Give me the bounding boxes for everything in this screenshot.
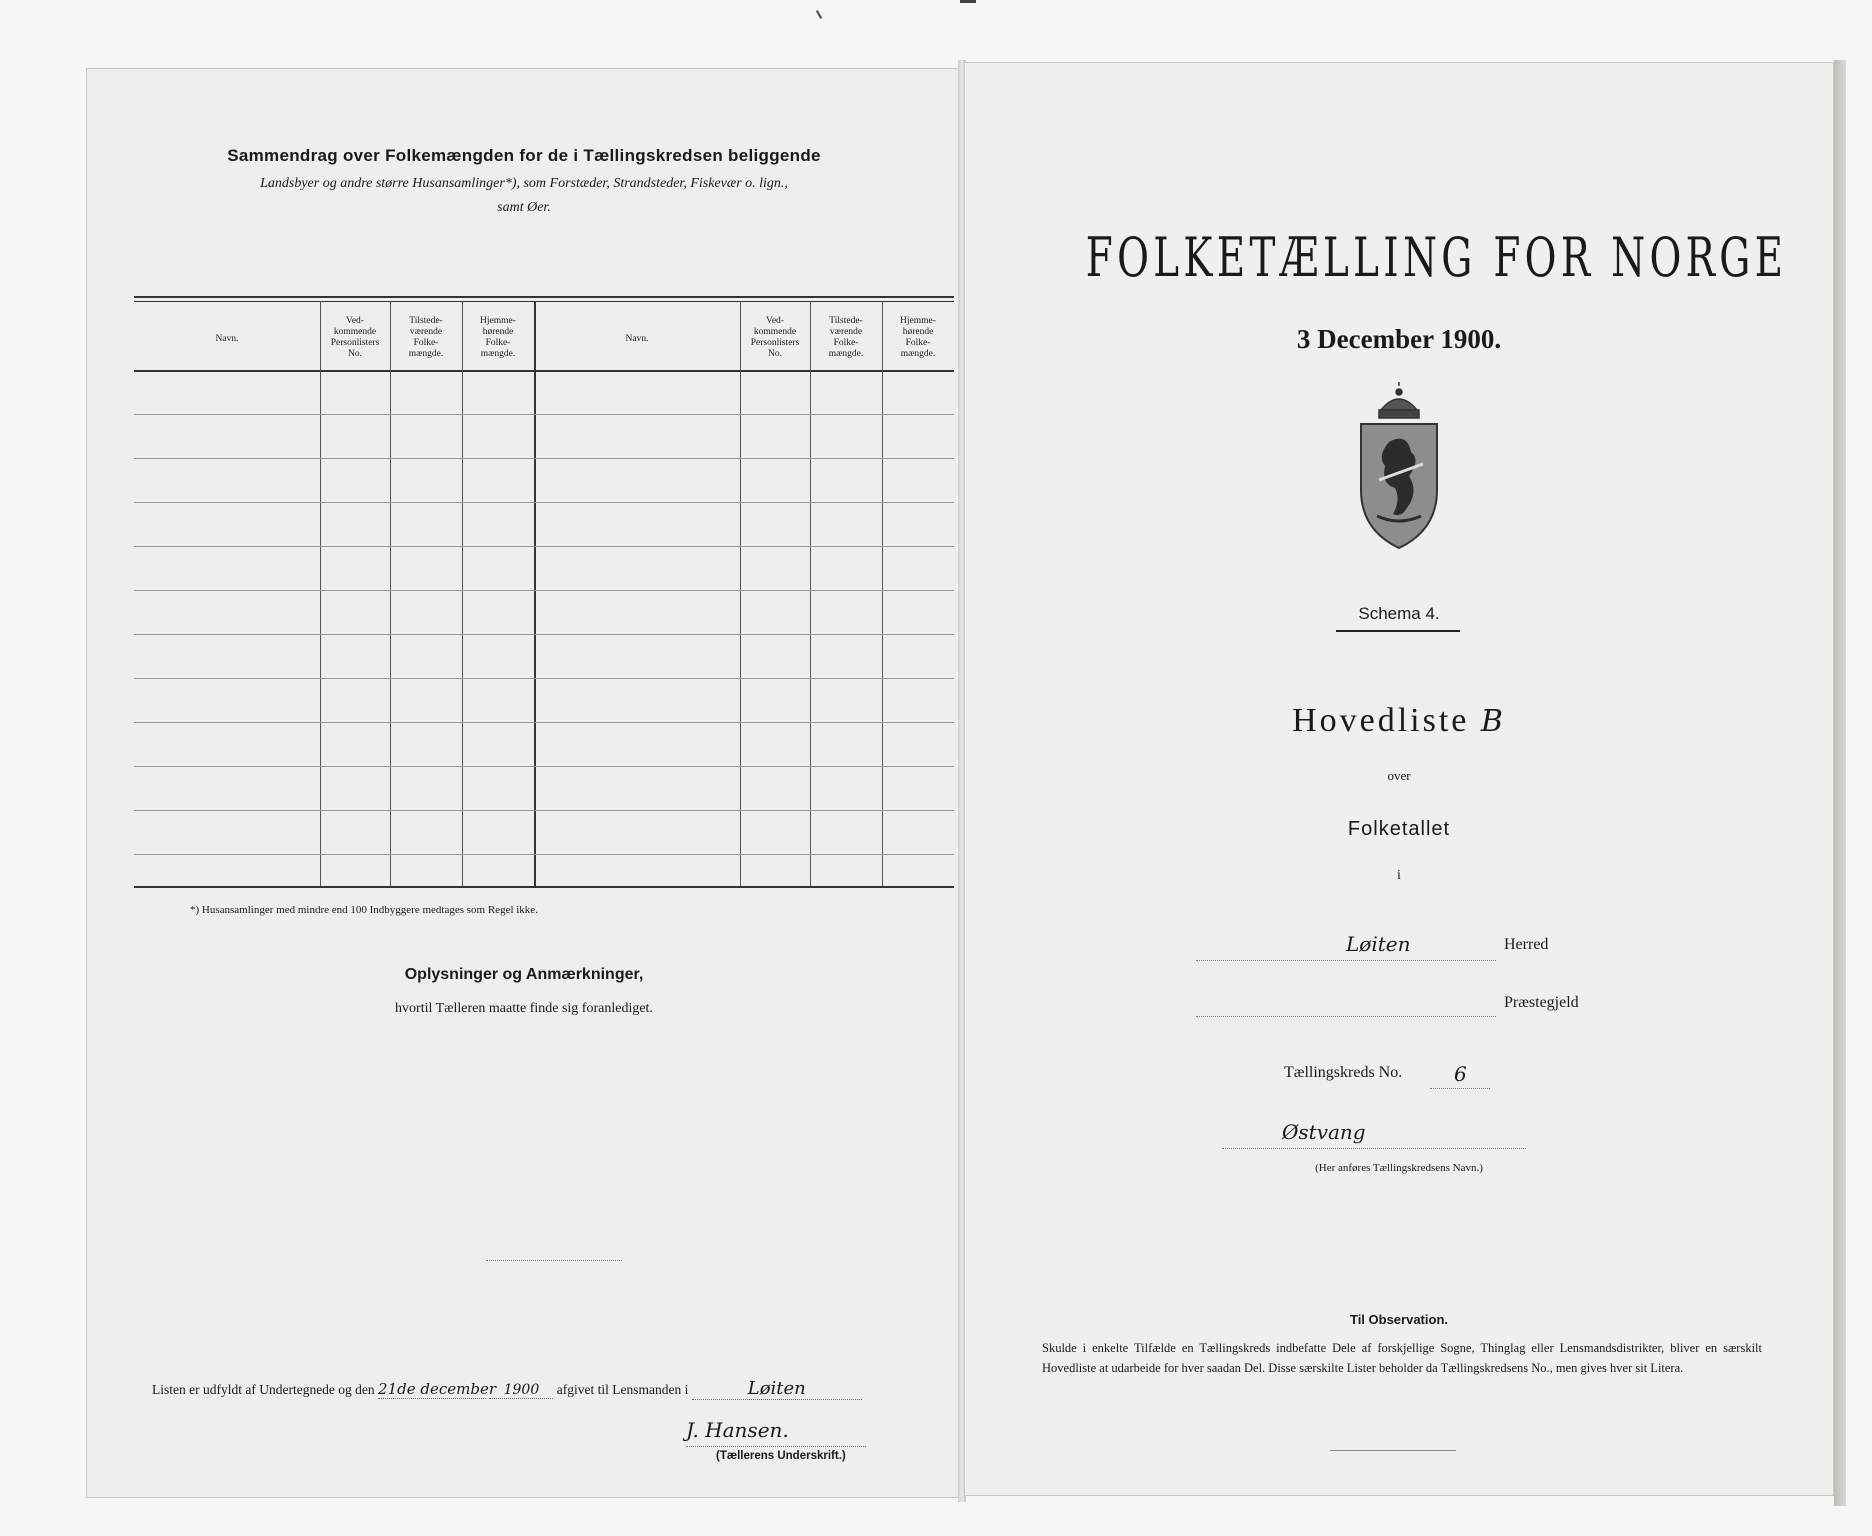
signature-prefix: Listen er udfyldt af Undertegnede og den — [152, 1382, 375, 1397]
hovedliste-heading — [964, 702, 1834, 740]
prestegjeld-field — [1196, 988, 1496, 1017]
table-header-tilstedevaerende-right: Tilstede- værende Folke- mængde. — [828, 316, 864, 359]
kreds-number-handwritten: 6 — [1454, 1062, 1467, 1086]
right-page — [964, 62, 1834, 1496]
enumerator-signature: J. Hansen. — [686, 1418, 789, 1442]
signature-statement — [152, 1378, 862, 1400]
table-header-navn-right: Navn. — [625, 334, 649, 344]
norwegian-lion-coat-of-arms-icon — [1349, 380, 1449, 560]
observation-title: Til Observation. — [1349, 1312, 1448, 1327]
herred-label: Herred — [1504, 936, 1549, 953]
table-header-tilstedevaerende-left: Tilstede- værende Folke- mængde. — [408, 316, 444, 359]
table-header-hjemmehorende-left: Hjemme- hørende Folke- mængde. — [480, 316, 516, 359]
notes-subtitle: hvortil Tælleren maatte finde sig foranlediget. — [395, 1001, 653, 1016]
kreds-field — [1430, 1062, 1490, 1089]
hovedliste-letter-handwritten: B — [1480, 704, 1506, 739]
signature-date-handwritten: 21de december — [378, 1380, 497, 1398]
table-header-navn-left: Navn. — [215, 334, 239, 344]
notes-title: Oplysninger og Anmærkninger, — [404, 966, 644, 983]
scan-edge — [1834, 60, 1846, 1506]
table-header-personlisters-right: Ved- kommende Personlisters No. — [750, 316, 800, 359]
kreds-name-field — [1222, 1118, 1526, 1149]
signature-rule — [686, 1446, 866, 1447]
table-header-hjemmehorende-right: Hjemme- hørende Folke- mængde. — [900, 316, 936, 359]
table-header-personlisters-left: Ved- kommende Personlisters No. — [330, 316, 380, 359]
observation-rule — [1330, 1450, 1456, 1451]
signature-caption: (Tællerens Underskrift.) — [716, 1450, 846, 1462]
i-label: i — [1397, 868, 1401, 883]
table-footnote: *) Husansamlinger med mindre end 100 Indbyggere medtages som Regel ikke. — [190, 904, 538, 916]
schema-underline — [1336, 630, 1460, 632]
census-date: 3 December 1900. — [1296, 324, 1502, 354]
signature-place-handwritten: Løiten — [692, 1378, 862, 1400]
herred-field — [1196, 932, 1496, 961]
kreds-name-caption: (Her anføres Tællingskredsens Navn.) — [1315, 1162, 1483, 1174]
divider-rule — [486, 1260, 622, 1261]
summary-table — [134, 230, 954, 890]
over-label: over — [1387, 768, 1411, 783]
signature-middle: afgivet til Lensmanden i — [556, 1382, 689, 1397]
summary-title: Sammendrag over Folkemængden for de i Tællingskredsen beliggende — [227, 146, 821, 165]
scan-speck — [960, 0, 976, 3]
signature-year-handwritten: 1900 — [489, 1382, 553, 1399]
census-title: FOLKETÆLLING FOR NORGE — [1085, 226, 1788, 289]
herred-handwritten: Løiten — [1346, 932, 1411, 956]
kreds-label: Tællingskreds No. — [1284, 1064, 1403, 1081]
left-page — [86, 68, 962, 1498]
kreds-name-handwritten: Østvang — [1282, 1120, 1366, 1144]
prestegjeld-label: Præstegjeld — [1504, 994, 1579, 1011]
schema-label: Schema 4. — [1358, 604, 1440, 623]
scan-speck — [816, 10, 822, 19]
observation-text: Skulde i enkelte Tilfælde en Tællingskreds indbefatte Dele af forskjellige Sogne, Thinglag eller Lensmandsdistrikter, bliver en særskilt Hovedliste at udarbeide for hver saadan Del. Disse særskilte Lister beholder da Tællingskredsens No., men gives hver sit Litera. — [1042, 1341, 1762, 1375]
hovedliste-label: Hovedliste — [1292, 702, 1470, 739]
folketallet-label: Folketallet — [1347, 818, 1451, 840]
summary-subtitle-line2: samt Øer. — [497, 200, 551, 215]
summary-subtitle-line1: Landsbyer og andre større Husansamlinger*), som Forstæder, Strandsteder, Fiskevær o. lign., — [260, 176, 788, 191]
